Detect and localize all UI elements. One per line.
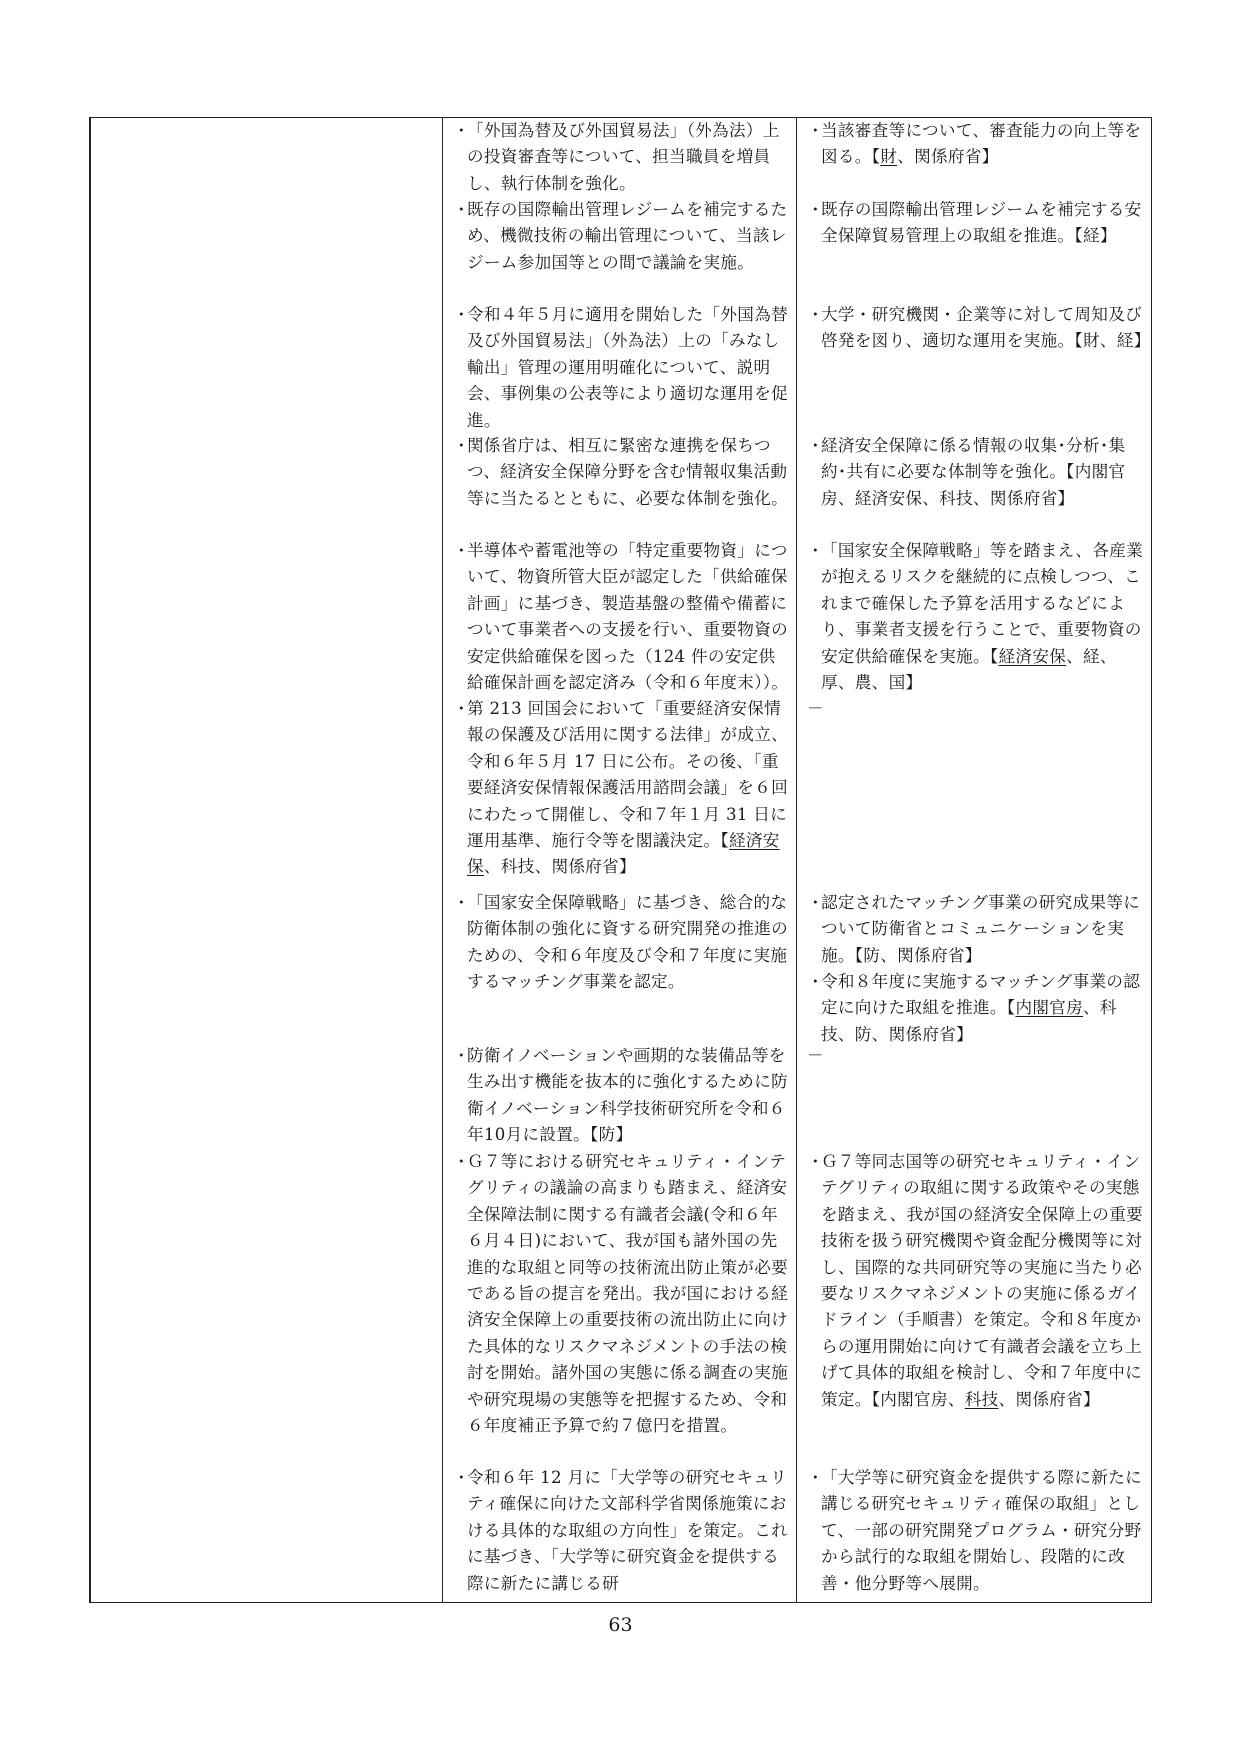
- bullet-mark: ・: [807, 436, 824, 455]
- item-text: 「国家安全保障戦略」等を踏まえ、各産業が抱えるリスクを継続的に点検しつつ、これまで確保した予算を活用するなどにより、事業者支援を行うことで、重要物資の安定供給確保を実施。【経済安保、経、厚、農、国】: [821, 541, 1143, 693]
- item-text: 令和８年度に実施するマッチング事業の認定に向けた取組を推進。【内閣官房、科技、防、関係府省】: [821, 972, 1141, 1044]
- item-text: 経済安全保障に係る情報の収集･分析･集約･共有に必要な体制等を強化。【内閣官房、経済安保、科技、関係府省】: [821, 436, 1126, 508]
- measure-item: [453, 302, 789, 434]
- item-text: Ｇ７等における研究セキュリティ・インテグリティの議論の高まりも踏まえ、経済安全保障法制に関する有識者会議(令和６年６月４日)において、我が国も諸外国の先進的な取組と同等の技術流出防止策が必要である旨の提言を発出。我が国における経済安全保障上の重要技術の流出防止に向けた具体的なリスクマネジメントの手法の検討を開始。諸外国の実態に係る調査の実施や研究現場の実態等を把握するため、令和６年度補正予算で約７億円を措置。: [467, 1152, 788, 1436]
- measure-item: [453, 433, 789, 512]
- measure-item: [453, 696, 789, 881]
- item-text: 「外国為替及び外国貿易法」（外為法）上の投資審査等について、担当職員を増員し、執行体制を強化。: [467, 121, 780, 193]
- bullet-mark: ・: [453, 893, 470, 912]
- underlined-ministry: 経済安保: [998, 646, 1067, 666]
- bullet-mark: ・: [453, 121, 470, 140]
- plan-item: [807, 118, 1143, 171]
- plan-item: [807, 1149, 1143, 1413]
- item-text: 第 213 回国会において「重要経済安保情報の保護及び活用に関する法律」が成立、令和６年５月 17 日に公布。その後、「重要経済安保情報保護活用諮問会議」を６回にわたって開催し、令和７年１月 31 日に運用基準、施行令等を閣議決定。【経済安保、科技、関係府省】: [467, 699, 788, 877]
- item-text: 関係省庁は、相互に緊密な連携を保ちつつ、経済安全保障分野を含む情報収集活動等に当たるとともに、必要な体制を強化。: [467, 436, 788, 508]
- bullet-mark: ・: [453, 305, 470, 324]
- bullet-mark: ・: [453, 436, 470, 455]
- item-text: 半導体や蓄電池等の「特定重要物資」について、物資所管大臣が認定した「供給確保計画」に基づき、製造基盤の整備や備蓄について事業者への支援を行い、重要物資の安定供給確保を図った（124 件の安定供給確保計画を認定済み（令和６年度末））。: [467, 541, 789, 693]
- bullet-mark: ・: [453, 699, 470, 718]
- item-text: 令和４年５月に適用を開始した「外国為替及び外国貿易法」（外為法）上の「みなし輸出」管理の運用明確化について、説明会、事例集の公表等により適切な運用を促進。: [467, 305, 788, 430]
- underlined-ministry: 内閣官房: [1015, 998, 1084, 1018]
- item-text: 既存の国際輸出管理レジームを補完するため、機微技術の輸出管理について、当該レジーム参加国等との間で議論を実施。: [467, 200, 788, 272]
- item-text: 防衛イノベーションや画期的な装備品等を生み出す機能を抜本的に強化するために防衛イノベーション科学技術研究所を令和６年10月に設置。【防】: [467, 1046, 788, 1145]
- page-number: 63: [608, 1614, 633, 1636]
- item-text: －: [807, 1046, 824, 1065]
- underlined-ministry: 経済安保: [467, 831, 780, 877]
- plan-item: [807, 1465, 1143, 1597]
- plans-column: [796, 118, 1151, 1602]
- underlined-ministry: 財: [880, 147, 898, 167]
- bullet-mark: ・: [807, 200, 824, 219]
- plan-item: [807, 890, 1143, 969]
- plan-item: [807, 433, 1143, 512]
- plan-item: [807, 538, 1143, 696]
- item-text: －: [807, 699, 824, 718]
- bullet-mark: ・: [807, 305, 824, 324]
- bullet-mark: ・: [807, 121, 824, 140]
- policy-table: [89, 117, 1152, 1603]
- measures-column: [442, 118, 797, 1602]
- item-text: 「大学等に研究資金を提供する際に新たに講じる研究セキュリティ確保の取組」として、一部の研究開発プログラム・研究分野から試行的な取組を開始し、段階的に改善・他分野等へ展開。: [821, 1468, 1142, 1593]
- item-text: Ｇ７等同志国等の研究セキュリティ・インテグリティの取組に関する政策やその実態を踏まえ、我が国の経済安全保障上の重要技術を扱う研究機関や資金配分機関等に対し、国際的な共同研究等の実施に当たり必要なリスクマネジメントの実施に係るガイドライン（手順書）を策定。令和８年度からの運用開始に向けて有識者会議を立ち上げて具体的取組を検討し、令和７年度中に策定。【内閣官房、科技、関係府省】: [821, 1152, 1143, 1409]
- measure-item: [453, 1043, 789, 1149]
- measure-item: [453, 118, 789, 197]
- bullet-mark: ・: [807, 1468, 824, 1487]
- plan-item: [807, 302, 1151, 355]
- bullet-mark: ・: [453, 1468, 470, 1487]
- measure-item: [453, 197, 789, 276]
- bullet-mark: ・: [453, 1152, 470, 1171]
- plan-item: [807, 969, 1143, 1048]
- measure-item: [453, 1465, 789, 1597]
- bullet-mark: ・: [807, 1152, 824, 1171]
- bullet-mark: ・: [807, 893, 824, 912]
- underlined-ministry: 科技: [964, 1389, 999, 1409]
- category-column: [90, 118, 91, 1602]
- item-text: 当該審査等について、審査能力の向上等を図る。【財、関係府省】: [821, 121, 1142, 167]
- bullet-mark: ・: [453, 1046, 470, 1065]
- bullet-mark: ・: [453, 200, 470, 219]
- item-text: 大学・研究機関・企業等に対して周知及び啓発を図り、適切な運用を実施。【財、経】: [821, 305, 1151, 351]
- item-text: 認定されたマッチング事業の研究成果等について防衛省とコミュニケーションを実施。【防、関係府省】: [821, 893, 1141, 965]
- item-text: 既存の国際輸出管理レジームを補完する安全保障貿易管理上の取組を推進。【経】: [821, 200, 1142, 246]
- bullet-mark: ・: [807, 541, 824, 560]
- bullet-mark: ・: [807, 972, 824, 991]
- bullet-mark: ・: [453, 541, 470, 560]
- measure-item: [453, 538, 789, 696]
- plan-item: [807, 696, 1143, 722]
- measure-item: [453, 890, 789, 996]
- item-text: 「国家安全保障戦略」に基づき、総合的な防衛体制の強化に資する研究開発の推進のための、令和６年度及び令和７年度に実施するマッチング事業を認定。: [467, 893, 788, 992]
- plan-item: [807, 1043, 1143, 1069]
- item-text: 令和６年 12 月に「大学等の研究セキュリティ確保に向けた文部科学省関係施策における具体的な取組の方向性」を策定。これに基づき、「大学等に研究資金を提供する際に新たに講じる研: [467, 1468, 788, 1593]
- plan-item: [807, 197, 1143, 250]
- measure-item: [453, 1149, 789, 1439]
